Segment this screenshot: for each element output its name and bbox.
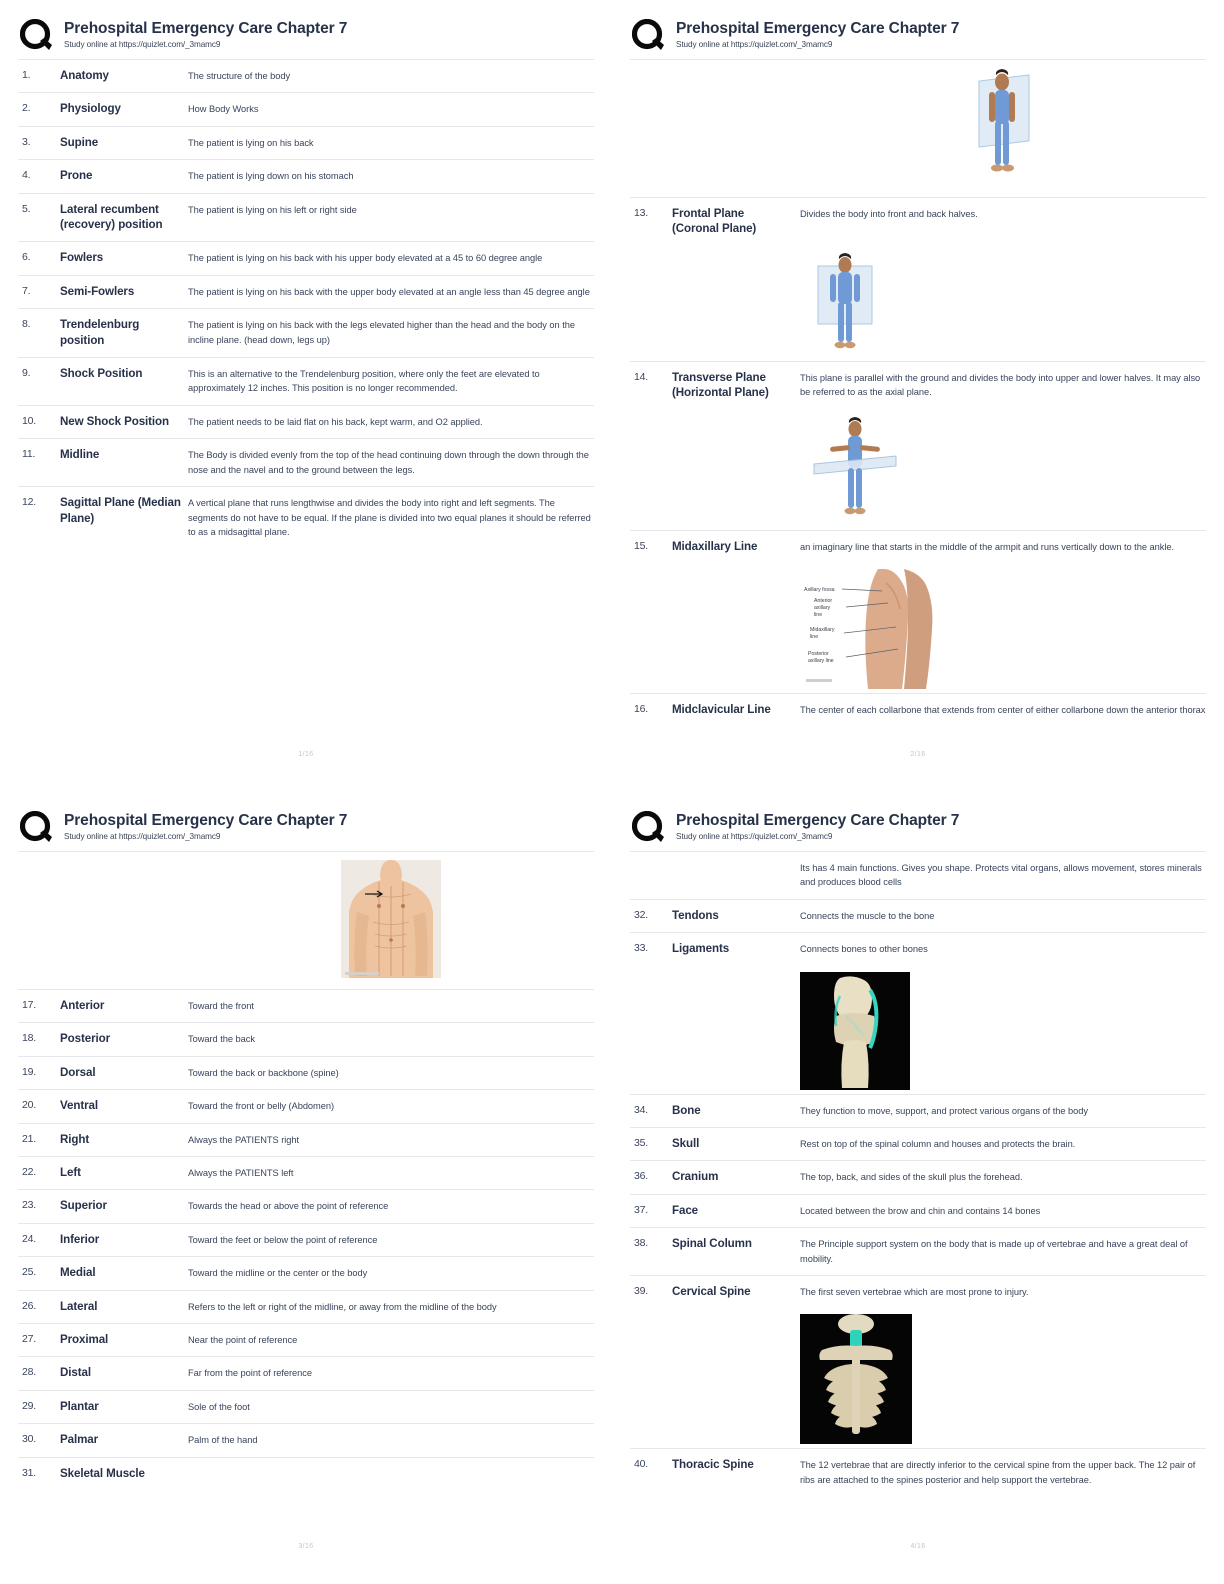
- table-row: [18, 1323, 594, 1356]
- table-row: [18, 1356, 594, 1389]
- row-number: 10.: [22, 414, 36, 427]
- table-row: [630, 693, 1206, 726]
- row-term: Lateral recumbent (recovery) position: [60, 202, 163, 232]
- svg-text:line: line: [814, 612, 823, 619]
- row-term: Tendons: [672, 908, 719, 922]
- row-definition: How Body Works: [188, 104, 259, 115]
- row-term: Face: [672, 1203, 699, 1217]
- row-number: 19.: [22, 1065, 36, 1078]
- term-list-page-2: [630, 197, 1206, 726]
- row-number: 26.: [22, 1299, 36, 1312]
- row-number: 20.: [22, 1099, 36, 1112]
- row-definition: Toward the feet or below the point of reference: [188, 1234, 378, 1245]
- row-term: Transverse Plane (Horizontal Plane): [672, 370, 769, 400]
- row-definition: The top, back, and sides of the skull plus the forehead.: [800, 1172, 1023, 1183]
- table-row: [630, 932, 1206, 965]
- row-number: 33.: [634, 942, 648, 955]
- page-header: [630, 14, 1206, 59]
- page-4: [612, 792, 1224, 1584]
- row-number: 25.: [22, 1266, 36, 1279]
- row-definition: [188, 1466, 594, 1468]
- row-definition: Rest on top of the spinal column and houses and protects the brain.: [800, 1139, 1076, 1150]
- page-title: Prehospital Emergency Care Chapter 7: [676, 812, 960, 829]
- row-term: Physiology: [60, 102, 121, 116]
- row-term: Trendelenburg position: [60, 318, 140, 347]
- table-row: [630, 1227, 1206, 1275]
- page-footer: 4/16: [910, 1543, 926, 1550]
- table-row: [18, 1156, 594, 1189]
- table-row: [18, 1290, 594, 1323]
- row-definition: The patient is lying on his left or right side: [188, 204, 357, 215]
- row-term: Anterior: [60, 999, 105, 1012]
- row-number: 18.: [22, 1032, 36, 1045]
- figure-label-midaxillary-line: Midaxillary: [810, 627, 835, 634]
- row-number: 17.: [22, 999, 36, 1011]
- row-term: Distal: [60, 1366, 91, 1380]
- quizlet-logo-icon: [20, 19, 54, 53]
- row-term: Spinal Column: [672, 1237, 752, 1251]
- row-definition: Toward the back or backbone (spine): [188, 1067, 339, 1078]
- row-term: Anatomy: [60, 69, 109, 82]
- row-term: Frontal Plane (Coronal Plane): [672, 207, 757, 236]
- page-title: Prehospital Emergency Care Chapter 7: [64, 812, 348, 829]
- row-term: New Shock Position: [60, 414, 170, 428]
- row-definition: Towards the head or above the point of reference: [188, 1201, 389, 1212]
- row-definition: Toward the back: [188, 1034, 255, 1045]
- table-row: [18, 59, 594, 92]
- row-definition: Refers to the left or right of the midline, or away from the midline of the body: [188, 1301, 497, 1312]
- page-header: [18, 14, 594, 59]
- row-term: Right: [60, 1132, 90, 1146]
- row-term: Bone: [672, 1103, 701, 1117]
- row-number: 37.: [634, 1203, 648, 1216]
- row-definition: Sole of the foot: [188, 1401, 250, 1412]
- row-number: 24.: [22, 1232, 36, 1245]
- quizlet-logo-icon: [20, 811, 54, 845]
- row-definition: Toward the front or belly (Abdomen): [188, 1101, 335, 1112]
- figure-label-axillary-fossa: Axillary fossa: [804, 587, 835, 594]
- row-definition: The 12 vertebrae that are directly inferior to the cervical spine from the upper back. The 12 pair of ribs are attached to the spines posterior and help support the vertebrae.: [800, 1460, 1196, 1485]
- page-footer: 2/16: [910, 751, 926, 758]
- table-row: [18, 1423, 594, 1456]
- row-number: 21.: [22, 1132, 36, 1145]
- row-number: 31.: [22, 1466, 36, 1479]
- row-number: [630, 860, 672, 861]
- page-footer: 3/16: [298, 1543, 314, 1550]
- cervical-spine-figure: [630, 1308, 1206, 1448]
- row-term: Lateral: [60, 1299, 98, 1313]
- row-term: Midclavicular Line: [672, 703, 771, 717]
- row-number: 36.: [634, 1170, 648, 1183]
- row-definition: This plane is parallel with the ground and divides the body into upper and lower halves. It may also be referred to as the axial plane.: [800, 372, 1201, 398]
- midclavicular-line-figure: [341, 852, 441, 989]
- row-term: Fowlers: [60, 251, 104, 265]
- page-3: [0, 792, 612, 1584]
- table-row: [18, 486, 594, 548]
- row-number: 6.: [22, 251, 31, 264]
- row-definition: an imaginary line that starts in the middle of the armpit and runs vertically down to the ankle.: [800, 541, 1174, 552]
- figure-row: [18, 851, 594, 989]
- table-row: [18, 438, 594, 486]
- table-row: [18, 1056, 594, 1089]
- row-term: Inferior: [60, 1232, 100, 1246]
- row-term: Thoracic Spine: [672, 1458, 754, 1472]
- table-row: [630, 1194, 1206, 1227]
- row-term: Plantar: [60, 1399, 99, 1413]
- row-definition: The Principle support system on the body that is made up of vertebrae and have a great deal of mobility.: [800, 1239, 1188, 1264]
- row-term: Sagittal Plane (Median Plane): [60, 496, 181, 525]
- page-2: [612, 0, 1224, 792]
- row-number: 11.: [22, 448, 36, 461]
- row-definition: The patient is lying on his back: [188, 137, 314, 148]
- row-term: Prone: [60, 169, 93, 183]
- row-term: Shock Position: [60, 367, 143, 381]
- row-number: 39.: [634, 1285, 648, 1298]
- table-row: [18, 989, 594, 1022]
- page-title: Prehospital Emergency Care Chapter 7: [676, 20, 960, 37]
- study-online-url: Study online at https://quizlet.com/_3mamc9: [64, 831, 221, 841]
- row-number: 2.: [22, 102, 31, 115]
- row-definition: The patient is lying on his back with the legs elevated higher than the head and the body on the incline plane. (head down, legs up): [188, 320, 575, 345]
- row-term: Midaxillary Line: [672, 539, 758, 553]
- row-definition: The patient is lying down on his stomach: [188, 171, 354, 182]
- row-number: 22.: [22, 1166, 36, 1179]
- row-term: Proximal: [60, 1333, 109, 1347]
- row-number: 5.: [22, 202, 31, 215]
- figure-label-anterior-axillary-line: Anterior: [814, 598, 833, 605]
- row-definition: Near the point of reference: [188, 1335, 298, 1346]
- row-definition: Always the PATIENTS right: [188, 1134, 300, 1145]
- table-row: [630, 530, 1206, 563]
- row-term: Supine: [60, 135, 99, 149]
- table-row: [18, 405, 594, 438]
- table-row: [630, 1094, 1206, 1127]
- row-term: Ventral: [60, 1099, 98, 1113]
- row-definition: The Body is divided evenly from the top of the head continuing down through the down through the nose and the navel and to the ground between the legs.: [188, 450, 589, 475]
- table-row: [18, 1089, 594, 1122]
- table-row: [18, 1189, 594, 1222]
- row-term: Left: [60, 1166, 81, 1180]
- table-row: [630, 1448, 1206, 1496]
- row-number: 8.: [22, 318, 31, 331]
- svg-text:axillary: axillary: [814, 605, 831, 612]
- row-term: Cranium: [672, 1170, 719, 1184]
- table-row: [630, 197, 1206, 246]
- transverse-plane-figure: [630, 410, 1206, 530]
- row-definition: Connects bones to other bones: [800, 944, 928, 955]
- table-row: [18, 1223, 594, 1256]
- row-number: 15.: [634, 539, 648, 552]
- row-definition: Located between the brow and chin and contains 14 bones: [800, 1205, 1041, 1216]
- term-list-page-4: [630, 851, 1206, 1496]
- table-row: [630, 1160, 1206, 1193]
- table-row: [630, 899, 1206, 932]
- row-definition: Divides the body into front and back halves.: [800, 209, 978, 219]
- table-row: [18, 1022, 594, 1055]
- row-definition: Far from the point of reference: [188, 1368, 313, 1379]
- quizlet-logo-icon: [632, 19, 666, 53]
- row-definition-continuation: Its has 4 main functions. Gives you shape. Protects vital organs, allows movement, stores minerals and produces blood cells: [800, 863, 1202, 888]
- study-online-url: Study online at https://quizlet.com/_3mamc9: [64, 39, 221, 49]
- page-header: [630, 806, 1206, 851]
- page-header: [18, 806, 594, 851]
- page-1: [0, 0, 612, 792]
- frontal-plane-figure: [630, 246, 1206, 361]
- table-row: [18, 241, 594, 274]
- row-definition: A vertical plane that runs lengthwise and divides the body into right and left segments. The segments do not have to be equal. If the plane is divided into two equal planes it should be referred to as a midsagittal plane.: [188, 498, 591, 537]
- row-term: Skeletal Muscle: [60, 1466, 145, 1480]
- row-definition: They function to move, support, and protect various organs of the body: [800, 1105, 1088, 1116]
- row-number: 3.: [22, 135, 31, 148]
- figure-row: [630, 59, 1206, 197]
- row-definition: The first seven vertebrae which are most prone to injury.: [800, 1287, 1029, 1298]
- row-definition: The center of each collarbone that extends from center of either collarbone down the anterior thorax: [800, 705, 1206, 716]
- term-list-page-3: [18, 989, 594, 1490]
- row-definition: Always the PATIENTS left: [188, 1168, 294, 1179]
- table-row: [18, 275, 594, 308]
- row-number: 23.: [22, 1199, 36, 1212]
- page-title: Prehospital Emergency Care Chapter 7: [64, 20, 348, 37]
- table-row: [18, 92, 594, 125]
- row-number: 4.: [22, 169, 31, 182]
- knee-ligament-figure: [630, 966, 1206, 1094]
- study-online-url: Study online at https://quizlet.com/_3mamc9: [676, 39, 833, 49]
- row-term: Skull: [672, 1137, 700, 1151]
- table-row: [630, 361, 1206, 410]
- row-number: 16.: [634, 703, 648, 716]
- row-definition: The structure of the body: [188, 71, 291, 81]
- row-number: 9.: [22, 367, 31, 380]
- row-number: 27.: [22, 1333, 36, 1346]
- row-definition: The patient needs to be laid flat on his back, kept warm, and O2 applied.: [188, 416, 483, 427]
- row-definition: The patient is lying on his back with the upper body elevated at an angle less than 45 degree angle: [188, 286, 590, 297]
- table-row-continuation: [630, 851, 1206, 899]
- row-definition: The patient is lying on his back with his upper body elevated at a 45 to 60 degree angle: [188, 253, 543, 264]
- study-online-url: Study online at https://quizlet.com/_3mamc9: [676, 831, 833, 841]
- sagittal-plane-figure: [955, 60, 1051, 197]
- table-row: [18, 1457, 594, 1490]
- page-footer: 1/16: [298, 751, 314, 758]
- row-definition: This is an alternative to the Trendelenburg position, where only the feet are elevated to approximately 12 inches. This position is no longer recommended.: [188, 369, 540, 394]
- row-number: 35.: [634, 1137, 648, 1150]
- table-row: [18, 1256, 594, 1289]
- term-list-page-1: [18, 59, 594, 548]
- table-row: [18, 1123, 594, 1156]
- midaxillary-line-figure: [630, 563, 1206, 693]
- table-row: [18, 357, 594, 405]
- row-term: Superior: [60, 1199, 107, 1213]
- row-term: Midline: [60, 448, 100, 462]
- row-definition: Palm of the hand: [188, 1435, 258, 1446]
- row-definition: Toward the midline or the center or the body: [188, 1268, 368, 1279]
- row-term: Posterior: [60, 1032, 110, 1046]
- quizlet-logo-icon: [632, 811, 666, 845]
- row-definition: Connects the muscle to the bone: [800, 910, 935, 921]
- row-number: 12.: [22, 496, 36, 509]
- table-row: [18, 126, 594, 159]
- table-row: [630, 1127, 1206, 1160]
- row-number: 40.: [634, 1458, 648, 1471]
- row-term: Dorsal: [60, 1065, 96, 1079]
- row-term: Cervical Spine: [672, 1285, 751, 1299]
- figure-label-posterior-axillary-line: Posterior: [808, 651, 829, 658]
- row-term: Ligaments: [672, 942, 730, 956]
- row-term: Semi-Fowlers: [60, 284, 135, 298]
- row-number: 38.: [634, 1237, 648, 1250]
- table-row: [18, 308, 594, 357]
- table-row: [18, 193, 594, 242]
- table-row: [18, 1390, 594, 1423]
- row-number: 1.: [22, 69, 31, 81]
- row-number: 29.: [22, 1399, 36, 1412]
- row-number: 13.: [634, 207, 648, 219]
- row-term: Medial: [60, 1266, 96, 1280]
- row-number: 30.: [22, 1433, 36, 1446]
- row-number: 32.: [634, 908, 648, 921]
- svg-text:line: line: [810, 634, 819, 641]
- row-number: 14.: [634, 370, 648, 383]
- row-number: 28.: [22, 1366, 36, 1379]
- table-row: [630, 1275, 1206, 1308]
- row-definition: Toward the front: [188, 1001, 254, 1011]
- svg-text:axillary line: axillary line: [808, 658, 834, 665]
- row-term: Palmar: [60, 1433, 99, 1447]
- row-number: 7.: [22, 284, 31, 297]
- table-row: [18, 159, 594, 192]
- row-number: 34.: [634, 1103, 648, 1116]
